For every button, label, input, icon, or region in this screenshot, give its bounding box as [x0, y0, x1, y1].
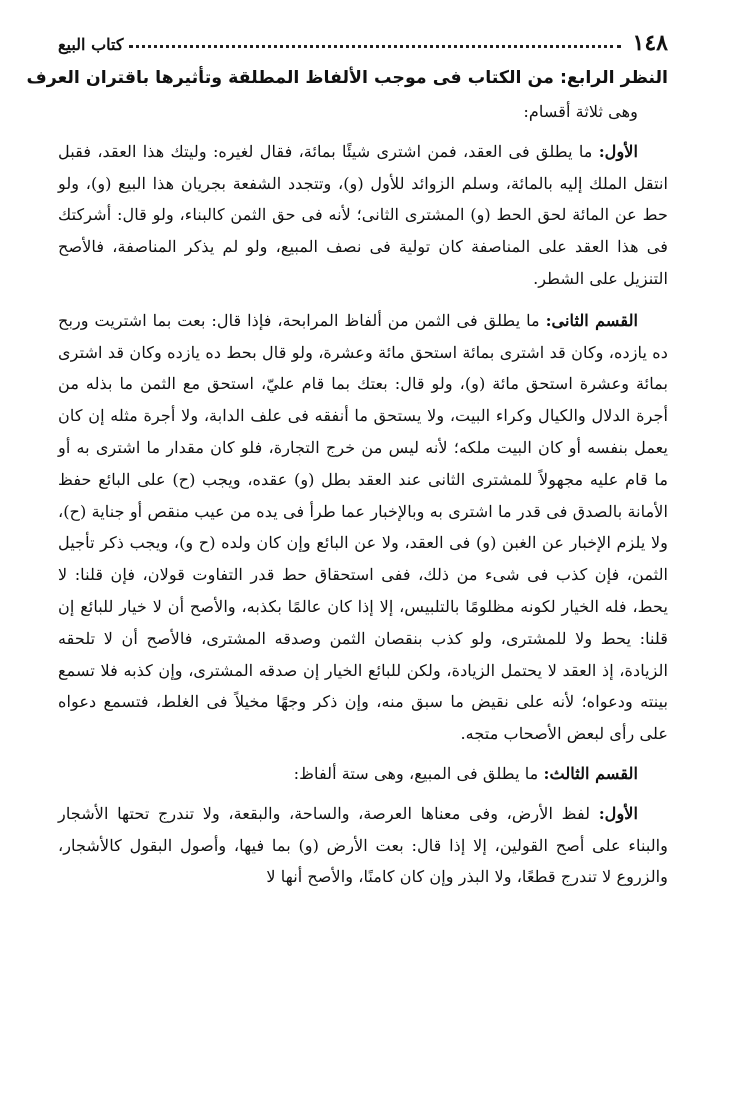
paragraph-gap — [58, 295, 668, 305]
intro-line: وهى ثلاثة أقسام: — [523, 102, 638, 121]
chapter-heading: النظر الرابع: من الكتاب فى موجب الألفاظ المطلقة وتأثيرها باقتران العرف — [26, 68, 668, 88]
paragraph-third-first-text: لفظ الأرض، وفى معناها العرصة، والساحة، والبقعة، ولا تندرج تحتها الأشجار والبناء على أصح القولين، إلا إذا قال: بعت الأرض (و) بما فيها، وأصول البقول كالأشجار، والزروع لا تندرج قطعًا، ولا البذر وإن كان كامنًا، والأصح أنها لا — [58, 803, 668, 887]
paragraph-second-lead: القسم الثانى: — [545, 310, 638, 330]
book-title: كتاب البيع — [58, 35, 124, 54]
paragraph-third — [58, 758, 668, 790]
page-number: ١٤٨ — [632, 30, 668, 56]
paragraph-first-lead: الأول: — [598, 141, 638, 161]
paragraph-gap — [58, 750, 668, 758]
paragraph-second — [58, 305, 668, 750]
paragraph-first-text: ما يطلق فى العقد، فمن اشترى شيئًا بمائة، فقال لغيره: وليتك هذا العقد، فقبل انتقل الملك إليه بالمائة، وسلم الزوائد للأول (و)، وتتجدد الشفعة بجريان هذا البيع (و)، ولو حط عن المائة لحق الحط (و) المشترى الثانى؛ لأنه فى حق الثمن كالبناء، ولو قال: أشركتك فى هذا العقد على المناصفة كان تولية فى نصف المبيع، ولو لم يذكر المناصفة، فالأصح التنزيل على الشطر. — [58, 141, 668, 288]
running-header — [58, 26, 668, 56]
paragraph-second-text: ما يطلق فى الثمن من ألفاظ المرابحة، فإذا قال: بعت بما اشتريت وربح ده يازده، وكان قد اشترى بمائة استحق مائة وعشرة، ولو قال بحط ده يازده وكان قد اشترى بمائة وعشرة استحق مائة (و)، ولو قال: بعتك بما قام عليّ، استحق مع الثمن ما بذله من أجرة الدلال والكيال وكراء البيت، ولا يستحق ما أنفقه فى علف الدابة، ولا أجرة مثله إن كان يعمل بنفسه أو كان البيت ملكه؛ لأنه ليس من خرج التجارة، فلو كان مقدار ما اشترى به أو ما قام عليه مجهولاً للمشترى الثانى عند العقد بطل (و) عقده، ويجب (ح) على البائع حفظ الأمانة بالصدق فى قدر ما اشترى به وبالإخبار عما طرأ فى يده من عيب منقص أو جناية (ح)، ولا يلزم الإخبار عن الغبن (و) فى العقد، ولا عن البائع وإن كان ولده (ح و)، ويجب ذكر تأجيل الثمن، فإن كذب فى شىء من ذلك، ففى استحقاق حط قدر التفاوت قولان، فإن قلنا: لا يحط، فله الخيار لكونه مظلومًا بالتلبيس، إلا إذا كان عالمًا بكذبه، والأصح أن لا خيار للبائع إن قلنا: يحط ولا للمشترى، ولو كذب بنقصان الثمن وصدقه المشترى، فالأصح أن لا تلحقه الزيادة، إذ العقد لا يحتمل الزيادة، ولكن للبائع الخيار إن صدقه المشترى، وإن كذبه فلا تسمع بينته ودعواه؛ لأنه على نقيض ما سبق منه، وإن ذكر وجهًا مخيلاً فى الغلط، فتسمع دعواه على رأى لبعض الأصحاب متجه. — [58, 310, 668, 744]
paragraph-third-lead: القسم الثالث: — [543, 763, 638, 783]
paragraph-gap — [58, 790, 668, 798]
paragraph-third-first-lead: الأول: — [598, 803, 638, 823]
paragraph-third-text: ما يطلق فى المبيع، وهى ستة ألفاظ: — [293, 763, 544, 783]
paragraph-first — [58, 136, 668, 295]
paragraph-third-first — [58, 798, 668, 893]
book-page — [26, 26, 668, 1074]
header-dot-leader — [129, 45, 620, 48]
